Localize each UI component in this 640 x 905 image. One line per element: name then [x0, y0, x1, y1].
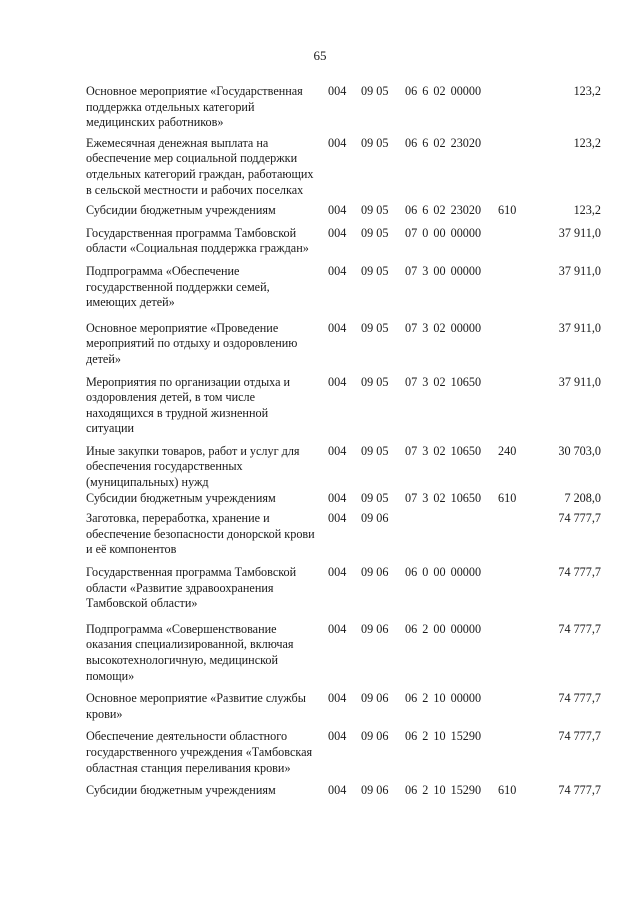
amount: 74 777,7 [558, 729, 601, 744]
table-row [86, 565, 601, 612]
amount: 37 911,0 [558, 225, 601, 240]
budget-table [86, 84, 601, 799]
section-code: 09 05 [361, 374, 389, 389]
admin-code: 004 [328, 135, 347, 150]
row-name: Основное мероприятие «Проведение мероприятий по отдыху и оздоровлению детей» [86, 320, 298, 366]
table-row [86, 783, 601, 799]
amount: 123,2 [573, 203, 601, 218]
row-name: Государственная программа Тамбовской области «Социальная поддержка граждан» [86, 225, 309, 256]
admin-code: 004 [328, 729, 347, 744]
program-code: 06 2 10 00000 [405, 691, 482, 706]
row-name: Субсидии бюджетным учреждениям [86, 490, 276, 505]
admin-code: 004 [328, 490, 347, 505]
section-code: 09 06 [361, 511, 389, 526]
row-name: Субсидии бюджетным учреждениям [86, 783, 276, 798]
table-row [86, 444, 601, 491]
program-code: 06 0 00 00000 [405, 565, 482, 580]
section-code: 09 06 [361, 783, 389, 798]
section-code: 09 05 [361, 490, 389, 505]
row-name: Ежемесячная денежная выплата на обеспечение мер социальной поддержки отдельных категорий граждан, работающих в сельской местности и рабочих поселках [86, 135, 314, 197]
amount: 74 777,7 [558, 565, 601, 580]
admin-code: 004 [328, 565, 347, 580]
amount: 37 911,0 [558, 263, 601, 278]
amount: 74 777,7 [558, 691, 601, 706]
row-name: Государственная программа Тамбовской области «Развитие здравоохранения Тамбовской области» [86, 565, 297, 611]
admin-code: 004 [328, 84, 347, 98]
admin-code: 004 [328, 443, 347, 458]
section-code: 09 06 [361, 691, 389, 706]
table-row [86, 491, 601, 507]
row-name: Заготовка, переработка, хранение и обеспечение безопасности донорской крови и её компонентов [86, 511, 315, 557]
amount: 74 777,7 [558, 783, 601, 798]
table-row [86, 84, 601, 131]
section-code: 09 05 [361, 443, 389, 458]
table-row [86, 375, 601, 437]
section-code: 09 05 [361, 320, 389, 335]
row-name: Субсидии бюджетным учреждениям [86, 203, 276, 218]
amount: 37 911,0 [558, 374, 601, 389]
program-code: 06 2 00 00000 [405, 621, 482, 636]
table-row [86, 226, 601, 257]
admin-code: 004 [328, 203, 347, 218]
amount: 30 703,0 [558, 443, 601, 458]
program-code: 06 6 02 23020 [405, 203, 482, 218]
row-name: Основное мероприятие «Государственная поддержка отдельных категорий медицинских работников» [86, 84, 303, 130]
admin-code: 004 [328, 320, 347, 335]
admin-code: 004 [328, 783, 347, 798]
program-code: 07 3 02 10650 [405, 490, 482, 505]
row-name: Подпрограмма «Совершенствование оказания специализированной, включая высокотехнологичную, медицинской помощи» [86, 621, 294, 683]
program-code: 06 2 10 15290 [405, 729, 482, 744]
row-name: Иные закупки товаров, работ и услуг для обеспечения государственных (муниципальных) нужд [86, 443, 300, 490]
row-name: Обеспечение деятельности областного государственного учреждения «Тамбовская областная станция переливания крови» [86, 729, 313, 775]
program-code: 07 3 00 00000 [405, 263, 482, 278]
amount: 123,2 [573, 84, 601, 98]
amount: 74 777,7 [558, 511, 601, 526]
amount: 74 777,7 [558, 621, 601, 636]
program-code: 06 6 02 23020 [405, 135, 482, 150]
section-code: 09 06 [361, 729, 389, 744]
table-row [86, 622, 601, 684]
section-code: 09 06 [361, 621, 389, 636]
row-name: Основное мероприятие «Развитие службы крови» [86, 691, 306, 721]
amount: 37 911,0 [558, 320, 601, 335]
table-row [86, 729, 601, 776]
program-code: 07 0 00 00000 [405, 225, 482, 240]
section-code: 09 05 [361, 225, 389, 240]
amount: 123,2 [573, 135, 601, 150]
admin-code: 004 [328, 374, 347, 389]
program-code: 07 3 02 00000 [405, 320, 482, 335]
admin-code: 004 [328, 225, 347, 240]
expense-type-code: 610 [498, 783, 517, 798]
section-code: 09 06 [361, 565, 389, 580]
admin-code: 004 [328, 691, 347, 706]
expense-type-code: 610 [498, 490, 517, 505]
table-row [86, 691, 601, 722]
page-number: 65 [313, 48, 327, 63]
expense-type-code: 610 [498, 203, 517, 218]
program-code: 07 3 02 10650 [405, 443, 482, 458]
table-row [86, 203, 601, 219]
admin-code: 004 [328, 621, 347, 636]
amount: 7 208,0 [564, 490, 601, 505]
admin-code: 004 [328, 263, 347, 278]
section-code: 09 05 [361, 203, 389, 218]
row-name: Подпрограмма «Обеспечение государственной поддержки семей, имеющих детей» [86, 263, 270, 310]
row-name: Мероприятия по организации отдыха и оздоровления детей, в том числе находящихся в трудной жизненной ситуации [86, 374, 291, 436]
section-code: 09 05 [361, 263, 389, 278]
table-row [86, 136, 601, 198]
program-code: 07 3 02 10650 [405, 374, 482, 389]
expense-type-code: 240 [498, 443, 517, 458]
table-row [86, 321, 601, 368]
section-code: 09 05 [361, 135, 389, 150]
table-row [86, 511, 601, 558]
table-row [86, 264, 601, 311]
section-code: 09 05 [361, 84, 389, 98]
admin-code: 004 [328, 511, 347, 526]
program-code: 06 6 02 00000 [405, 84, 482, 98]
program-code: 06 2 10 15290 [405, 783, 482, 798]
